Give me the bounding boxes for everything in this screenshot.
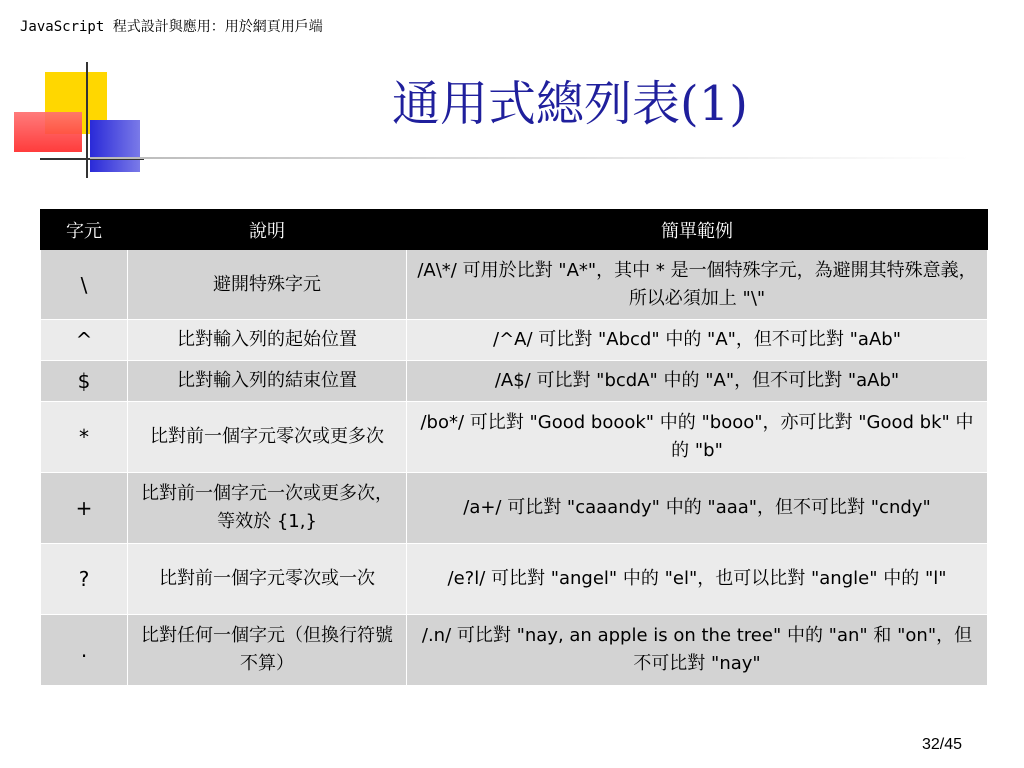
cell-example: /e?l/ 可比對 "angel" 中的 "el"，也可以比對 "angle" 中的 "l" [407, 544, 988, 615]
regex-table [40, 209, 988, 686]
cell-example: /.n/ 可比對 "nay, an apple is on the tree" 中的 "an" 和 "on"，但不可比對 "nay" [407, 615, 988, 686]
cell-example: /A\*/ 可用於比對 "A*"，其中 * 是一個特殊字元，為避開其特殊意義，所以必須加上 "\" [407, 250, 988, 320]
cell-char: $ [41, 361, 128, 402]
cell-desc: 比對前一個字元零次或更多次 [128, 402, 407, 473]
table-row [41, 544, 988, 615]
cell-example: /a+/ 可比對 "caaandy" 中的 "aaa"，但不可比對 "cndy" [407, 473, 988, 544]
cell-char: . [41, 615, 128, 686]
page-title: 通用式總列表(1) [392, 76, 748, 132]
cell-desc: 比對任何一個字元（但換行符號不算） [128, 615, 407, 686]
page-number: 32/45 [921, 736, 962, 753]
course-title: JavaScript 程式設計與應用：用於網頁用戶端 [20, 19, 323, 35]
cell-char: ? [41, 544, 128, 615]
cell-example: /bo*/ 可比對 "Good boook" 中的 "booo"，亦可比對 "Good bk" 中的 "b" [407, 402, 988, 473]
header-example: 簡單範例 [407, 210, 988, 250]
cell-desc: 比對前一個字元一次或更多次，等效於 {1,} [128, 473, 407, 544]
table-row [41, 402, 988, 473]
cell-example: /A$/ 可比對 "bcdA" 中的 "A"，但不可比對 "aAb" [407, 361, 988, 402]
cell-char: \ [41, 250, 128, 320]
cell-desc: 比對輸入列的起始位置 [128, 320, 407, 361]
table-row [41, 615, 988, 686]
table-row [41, 320, 988, 361]
cell-desc: 避開特殊字元 [128, 250, 407, 320]
vertical-line [86, 62, 88, 178]
table-header-row [41, 210, 988, 250]
header-desc: 說明 [128, 210, 407, 250]
blue-square [90, 120, 140, 172]
cell-desc: 比對前一個字元零次或一次 [128, 544, 407, 615]
table-row [41, 250, 988, 320]
red-square [14, 112, 82, 152]
decorative-logo [0, 60, 150, 180]
header-char: 字元 [41, 210, 128, 250]
cell-example: /^A/ 可比對 "Abcd" 中的 "A"，但不可比對 "aAb" [407, 320, 988, 361]
cell-char: + [41, 473, 128, 544]
cell-char: ^ [41, 320, 128, 361]
title-divider [90, 157, 970, 159]
table-row [41, 473, 988, 544]
table-row [41, 361, 988, 402]
cell-desc: 比對輸入列的結束位置 [128, 361, 407, 402]
cell-char: * [41, 402, 128, 473]
